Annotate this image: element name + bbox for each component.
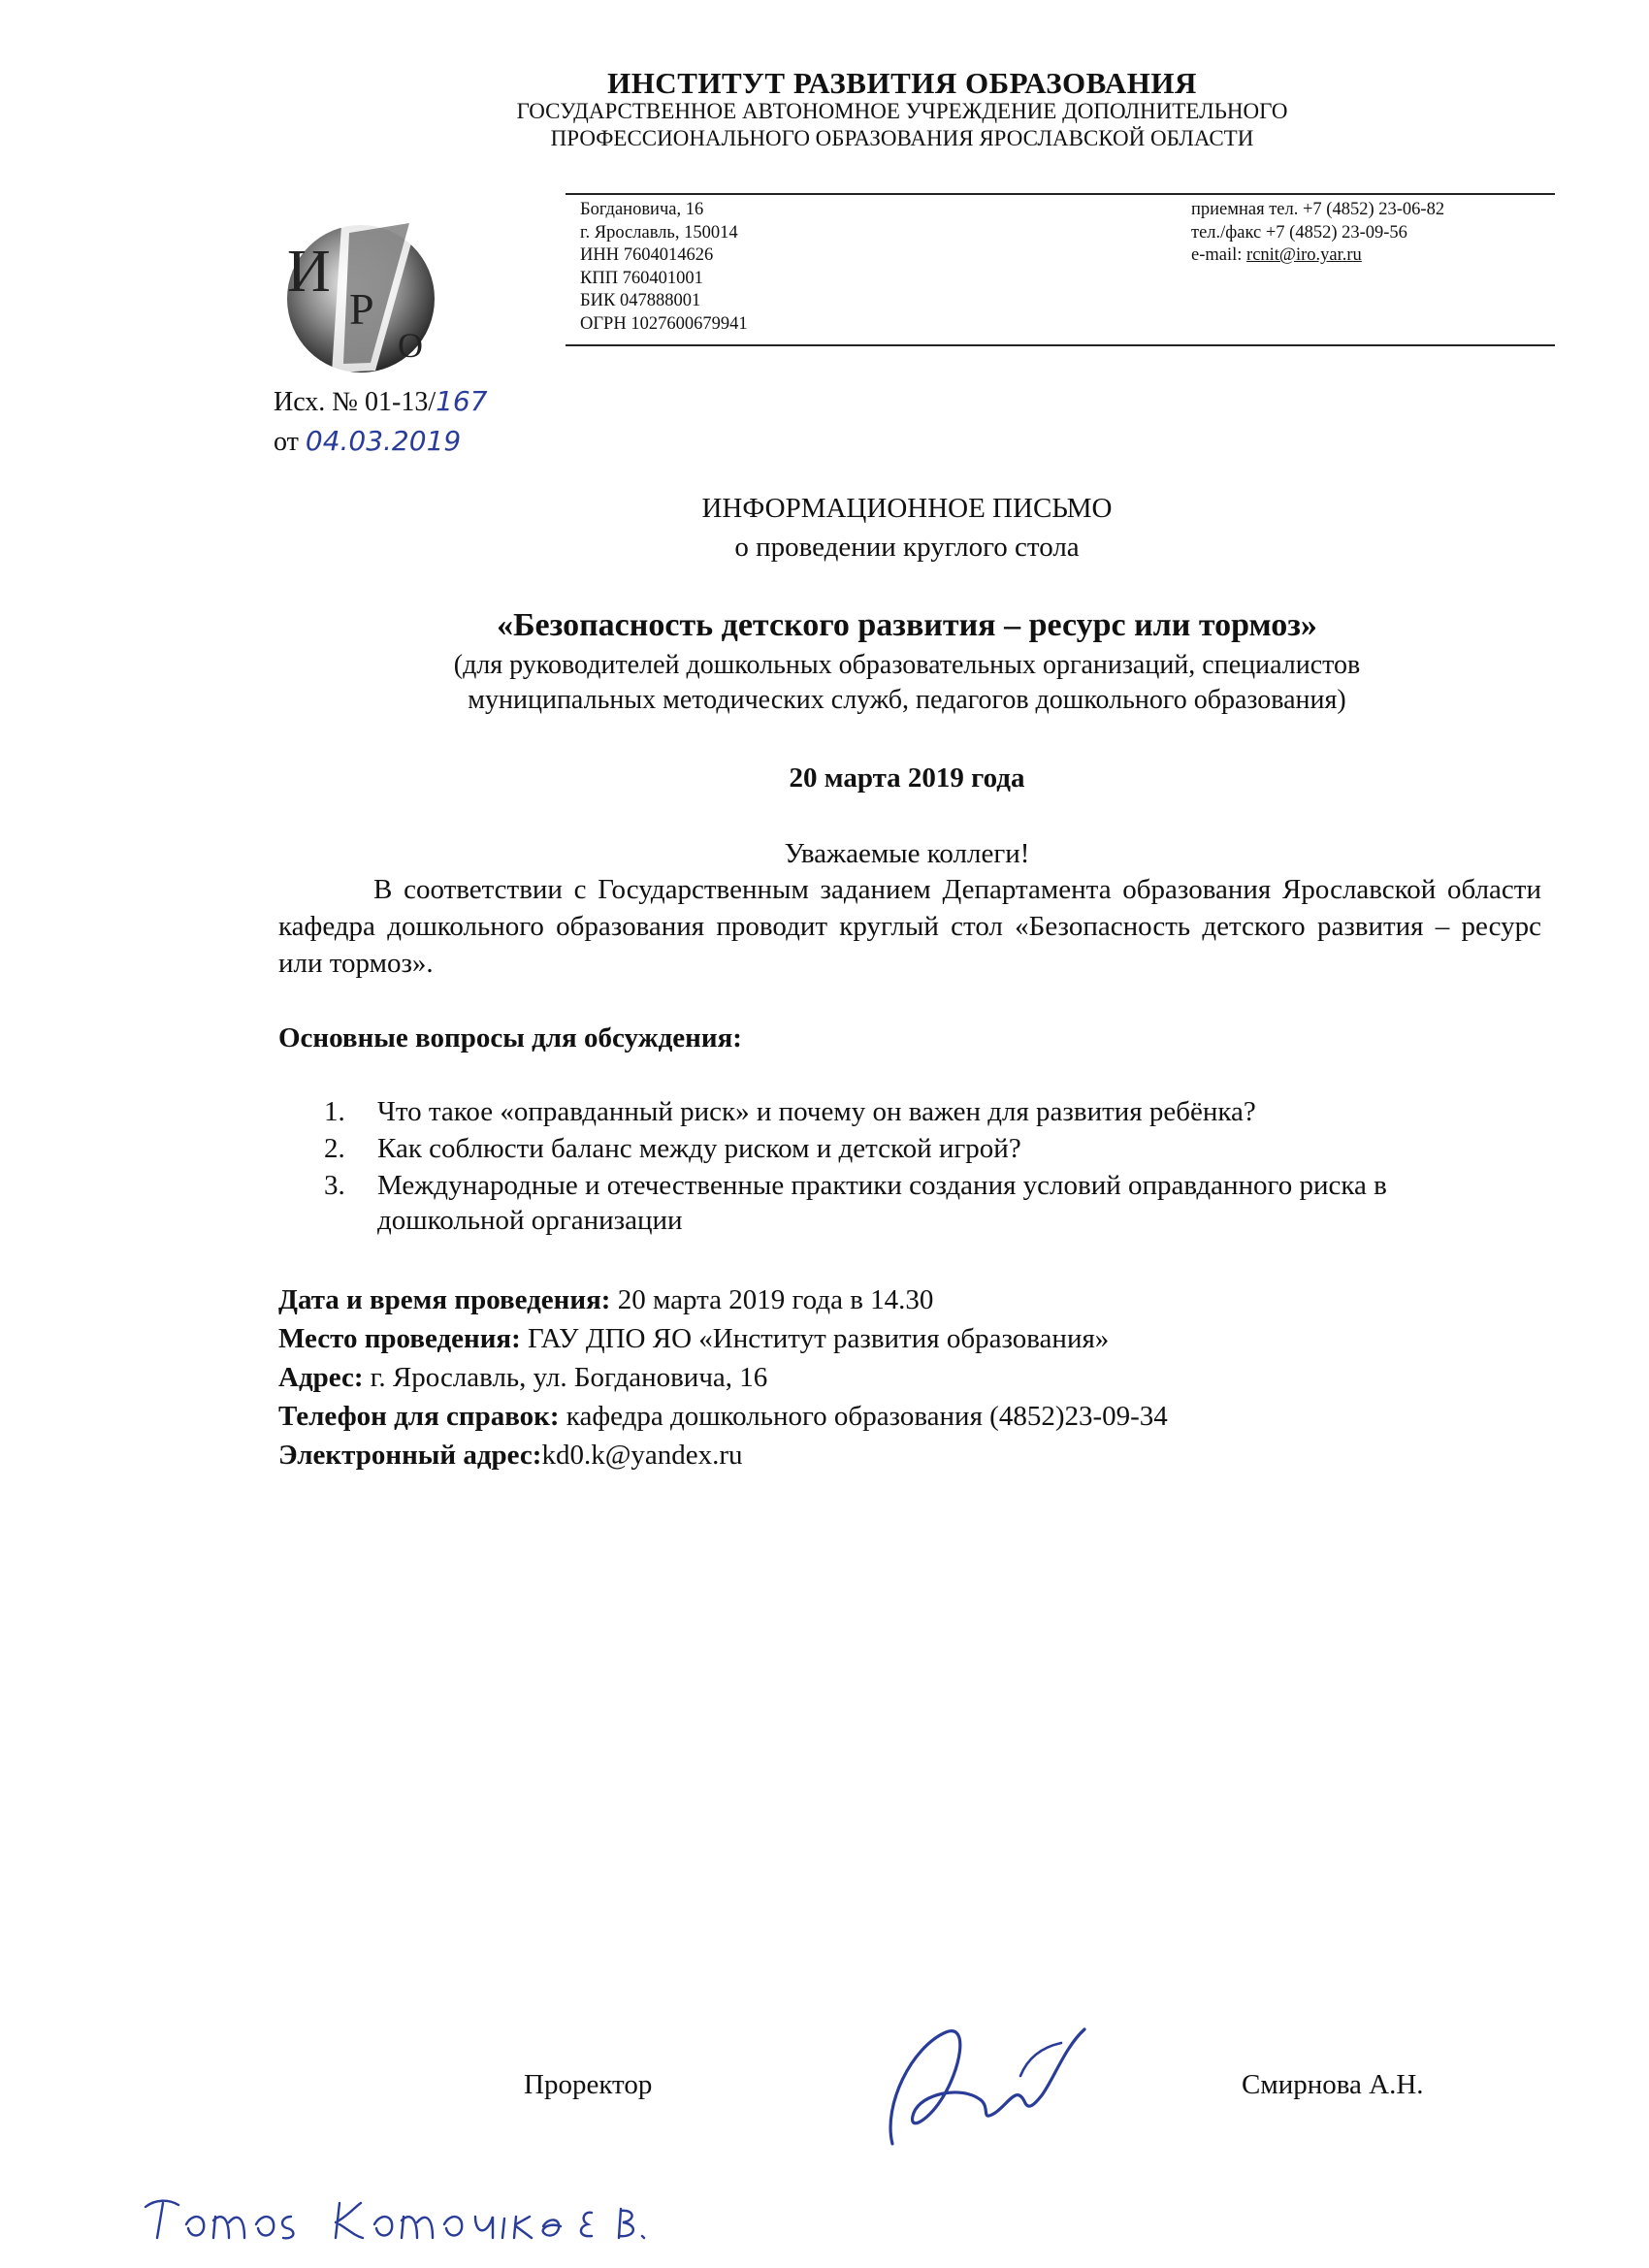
list-item-number: 3. xyxy=(324,1170,345,1201)
contact-email-label: e-mail: xyxy=(1191,245,1247,265)
signatory-role: Проректор xyxy=(524,2069,653,2100)
outgoing-number-row xyxy=(274,382,488,422)
detail-phone xyxy=(278,1397,1168,1436)
detail-place xyxy=(278,1319,1168,1358)
questions-heading: Основные вопросы для обсуждения: xyxy=(278,1022,742,1053)
detail-place-label: Место проведения: xyxy=(278,1323,521,1354)
greeting: Уважаемые коллеги! xyxy=(784,838,1030,869)
list-item-text: Как соблюсти баланс между риском и детской игрой? xyxy=(377,1133,1021,1164)
detail-datetime-label: Дата и время проведения: xyxy=(278,1284,611,1315)
event-title: «Безопасность детского развития – ресурс или тормоз» xyxy=(497,607,1317,643)
contact-divider-bottom xyxy=(566,344,1555,346)
document-subject: о проведении круглого стола xyxy=(734,532,1080,563)
list-item-number: 1. xyxy=(324,1096,345,1127)
logo-letter-1: И xyxy=(287,239,331,305)
contact-email-link[interactable]: rcnit@iro.yar.ru xyxy=(1246,245,1362,265)
outgoing-number-label: Исх. № 01-13/ xyxy=(274,387,436,417)
outgoing-reference xyxy=(274,382,488,462)
list-item xyxy=(278,1094,1539,1129)
signatory-name: Смирнова А.Н. xyxy=(1242,2069,1424,2100)
handwritten-executor-note xyxy=(136,2178,757,2255)
list-item-text: Международные и отечественные практики создания условий оправданного риска в дошкольной организации xyxy=(377,1170,1387,1236)
contact-inn: ИНН 7604014626 xyxy=(580,245,714,265)
intro-text: В соответствии с Государственным заданием Департамента образования Ярославской области кафедра дошкольного образования проводит круглый стол «Безопасность детского развития – ресурс или тормоз». xyxy=(278,874,1541,979)
detail-phone-label: Телефон для справок: xyxy=(278,1401,560,1432)
outgoing-date-row xyxy=(274,422,488,462)
list-item xyxy=(278,1168,1539,1238)
detail-address-value: г. Ярославль, ул. Богдановича, 16 xyxy=(363,1362,768,1393)
contact-divider-top xyxy=(566,193,1555,195)
handwritten-signature xyxy=(854,2018,1096,2163)
detail-datetime-value: 20 марта 2019 года в 14.30 xyxy=(610,1284,934,1315)
contact-address-block xyxy=(580,199,748,336)
detail-phone-value: кафедра дошкольного образования (4852)23-09-34 xyxy=(559,1401,1168,1432)
audience-line-2: муниципальных методических служб, педагогов дошкольного образования) xyxy=(468,685,1346,715)
detail-datetime xyxy=(278,1280,1168,1319)
institution-subtitle-line1: ГОСУДАРСТВЕННОЕ АВТОНОМНОЕ УЧРЕЖДЕНИЕ ДОПОЛНИТЕЛЬНОГО xyxy=(516,99,1288,123)
contact-city: г. Ярославль, 150014 xyxy=(580,222,738,243)
logo-letter-2: Р xyxy=(349,284,374,334)
detail-email xyxy=(278,1436,1168,1474)
intro-paragraph xyxy=(278,871,1541,982)
document-type: ИНФОРМАЦИОННОЕ ПИСЬМО xyxy=(701,493,1113,524)
contact-kpp: КПП 760401001 xyxy=(580,268,703,288)
contact-phone: приемная тел. +7 (4852) 23-06-82 xyxy=(1191,200,1445,219)
list-item xyxy=(278,1131,1539,1166)
list-item-number: 2. xyxy=(324,1133,345,1164)
list-item-text: Что такое «оправданный риск» и почему он важен для развития ребёнка? xyxy=(377,1096,1256,1127)
detail-email-label: Электронный адрес: xyxy=(278,1440,542,1471)
audience-line-1: (для руководителей дошкольных образовательных организаций, специалистов xyxy=(453,650,1361,680)
event-details xyxy=(278,1280,1168,1474)
outgoing-number-handwritten: 167 xyxy=(436,385,488,417)
logo-letter-3: О xyxy=(398,326,423,365)
contact-email-row xyxy=(1191,244,1444,268)
detail-email-value[interactable]: kd0.k@yandex.ru xyxy=(541,1440,743,1471)
outgoing-date-label: от xyxy=(274,427,306,457)
questions-list xyxy=(278,1094,1539,1240)
contact-phone-block xyxy=(1191,199,1444,268)
institution-name: ИНСТИТУТ РАЗВИТИЯ ОБРАЗОВАНИЯ xyxy=(607,66,1197,100)
iro-logo xyxy=(274,206,448,378)
event-date: 20 марта 2019 года xyxy=(789,762,1025,794)
contact-ogrn: ОГРН 1027600679941 xyxy=(580,313,748,334)
contact-street: Богдановича, 16 xyxy=(580,200,704,219)
contact-bik: БИК 047888001 xyxy=(580,291,701,310)
contact-fax: тел./факс +7 (4852) 23-09-56 xyxy=(1191,222,1407,243)
detail-address xyxy=(278,1358,1168,1397)
institution-subtitle-line2: ПРОФЕССИОНАЛЬНОГО ОБРАЗОВАНИЯ ЯРОСЛАВСКОЙ ОБЛАСТИ xyxy=(550,126,1254,150)
detail-place-value: ГАУ ДПО ЯО «Институт развития образования» xyxy=(520,1323,1110,1354)
outgoing-date-handwritten: 04.03.2019 xyxy=(305,425,462,457)
detail-address-label: Адрес: xyxy=(278,1362,364,1393)
event-audience xyxy=(0,648,1649,718)
